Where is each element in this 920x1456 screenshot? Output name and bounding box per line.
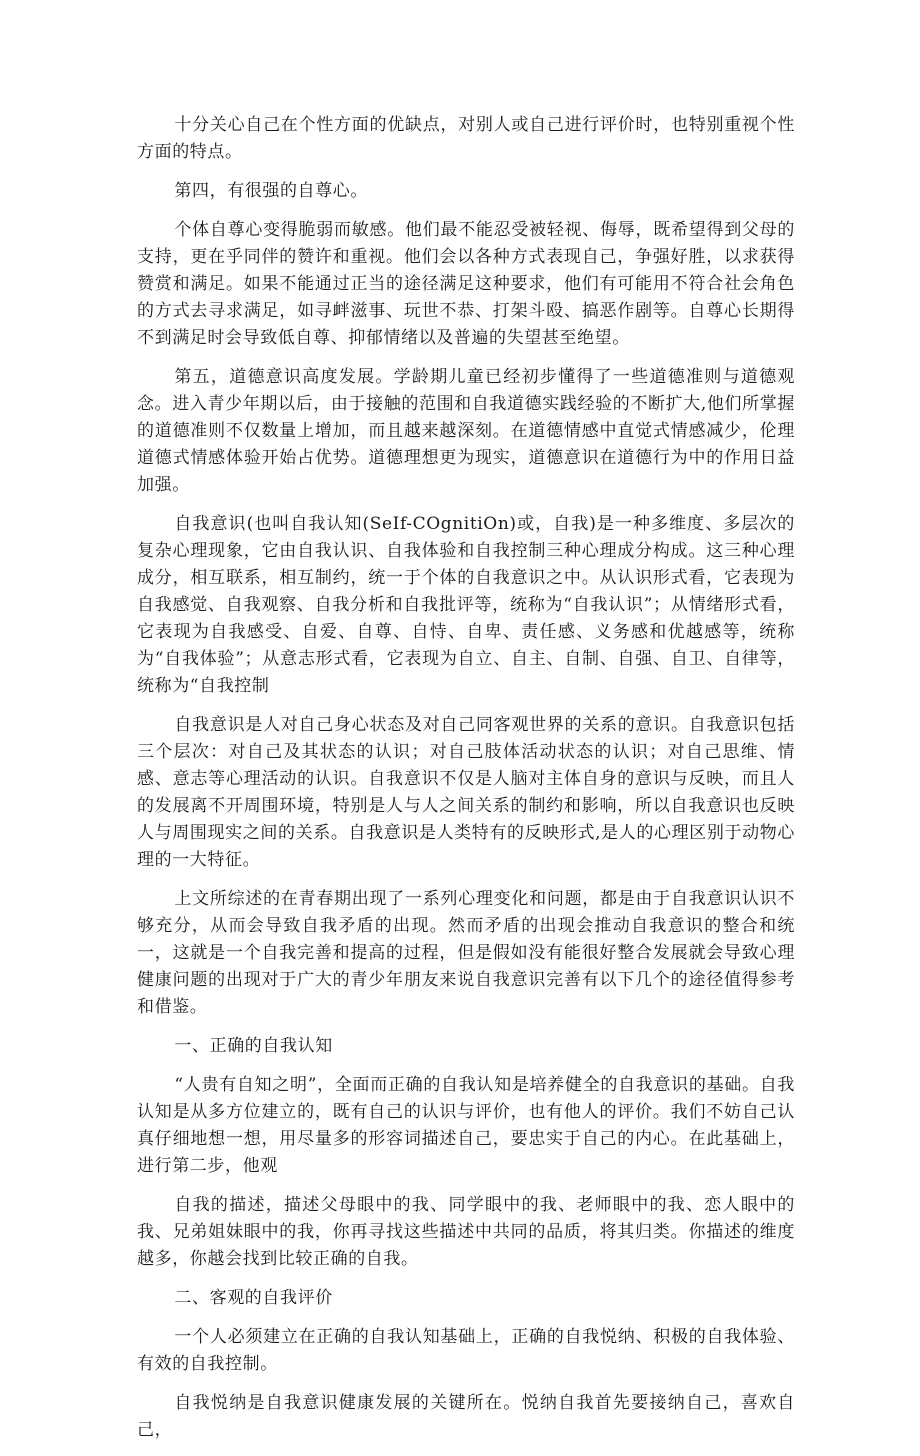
paragraph-summary: 上文所综述的在青春期出现了一系列心理变化和问题，都是由于自我意识认识不够充分，从而会导致自我矛盾的出现。然而矛盾的出现会推动自我意识的整合和统一，这就是一个自我完善和提高的过程，但是假如没有能很好整合发展就会导致心理健康问题的出现对于广大的青少年朋友来说自我意识完善有以下几个的途径值得参考和借鉴。 xyxy=(137,889,795,1017)
paragraph-self-consciousness-levels: 自我意识是人对自己身心状态及对自己同客观世界的关系的意识。自我意识包括三个层次：对自己及其状态的认识；对自己肢体活动状态的认识；对自己思维、情感、意志等心理活动的认识。自我意识不仅是人脑对主体自身的意识与反映，而且人的发展离不开周围环境，特别是人与人之间关系的制约和影响，所以自我意识也反映人与周围现实之间的关系。自我意识是人类特有的反映形式,是人的心理区别于动物心理的一大特征。 xyxy=(137,715,795,870)
paragraph-self-description: 自我的描述，描述父母眼中的我、同学眼中的我、老师眼中的我、恋人眼中的我、兄弟姐妹眼中的我，你再寻找这些描述中共同的品质，将其归类。你描述的维度越多，你越会找到比较正确的自我。 xyxy=(137,1195,795,1269)
paragraph-moral-awareness: 第五，道德意识高度发展。学龄期儿童已经初步懂得了一些道德准则与道德观念。进入青少年期以后，由于接触的范围和自我道德实践经验的不断扩大,他们所掌握的道德准则不仅数量上增加，而且越来越深刻。在道德情感中直觉式情感减少，伦理道德式情感体验开始占优势。道德理想更为现实，道德意识在道德行为中的作用日益加强。 xyxy=(137,367,795,495)
document-body xyxy=(137,112,795,1456)
paragraph-self-evaluation: 一个人必须建立在正确的自我认知基础上，正确的自我悦纳、积极的自我体验、有效的自我控制。 xyxy=(137,1327,795,1374)
paragraph-self-cognition: “人贵有自知之明”，全面而正确的自我认知是培养健全的自我意识的基础。自我认知是从多方位建立的，既有自己的认识与评价，也有他人的评价。我们不妨自己认真仔细地想一想，用尽量多的形容词描述自己，要忠实于自己的内心。在此基础上，进行第二步，他观 xyxy=(137,1075,795,1176)
heading-self-evaluation: 二、客观的自我评价 xyxy=(174,1288,333,1308)
paragraph-self-esteem: 个体自尊心变得脆弱而敏感。他们最不能忍受被轻视、侮辱，既希望得到父母的支持，更在乎同伴的赞许和重视。他们会以各种方式表现自己，争强好胜，以求获得赞赏和满足。如果不能通过正当的途径满足这种要求，他们有可能用不符合社会角色的方式去寻求满足，如寻衅滋事、玩世不恭、打架斗殴、搞恶作剧等。自尊心长期得不到满足时会导致低自尊、抑郁情绪以及普遍的失望甚至绝望。 xyxy=(137,220,795,348)
heading-self-esteem: 第四，有很强的自尊心。 xyxy=(174,181,368,201)
paragraph-self-acceptance: 自我悦纳是自我意识健康发展的关键所在。悦纳自我首先要接纳自己，喜欢自己， xyxy=(137,1393,795,1440)
paragraph-self-consciousness-definition: 自我意识(也叫自我认知(SeIf-COgnitiOn)或，自我)是一种多维度、多层次的复杂心理现象，它由自我认识、自我体验和自我控制三种心理成分构成。这三种心理成分，相互联系，相互制约，统一于个体的自我意识之中。从认识形式看，它表现为自我感觉、自我观察、自我分析和自我批评等，统称为“自我认识”；从情绪形式看，它表现为自我感受、自爱、自尊、自恃、自卑、责任感、义务感和优越感等，统称为“自我体验”；从意志形式看，它表现为自立、自主、自制、自强、自卫、自律等，统称为“自我控制 xyxy=(137,514,795,696)
paragraph-individuality: 十分关心自己在个性方面的优缺点，对别人或自己进行评价时，也特别重视个性方面的特点。 xyxy=(137,115,795,162)
heading-self-cognition: 一、正确的自我认知 xyxy=(174,1036,333,1056)
